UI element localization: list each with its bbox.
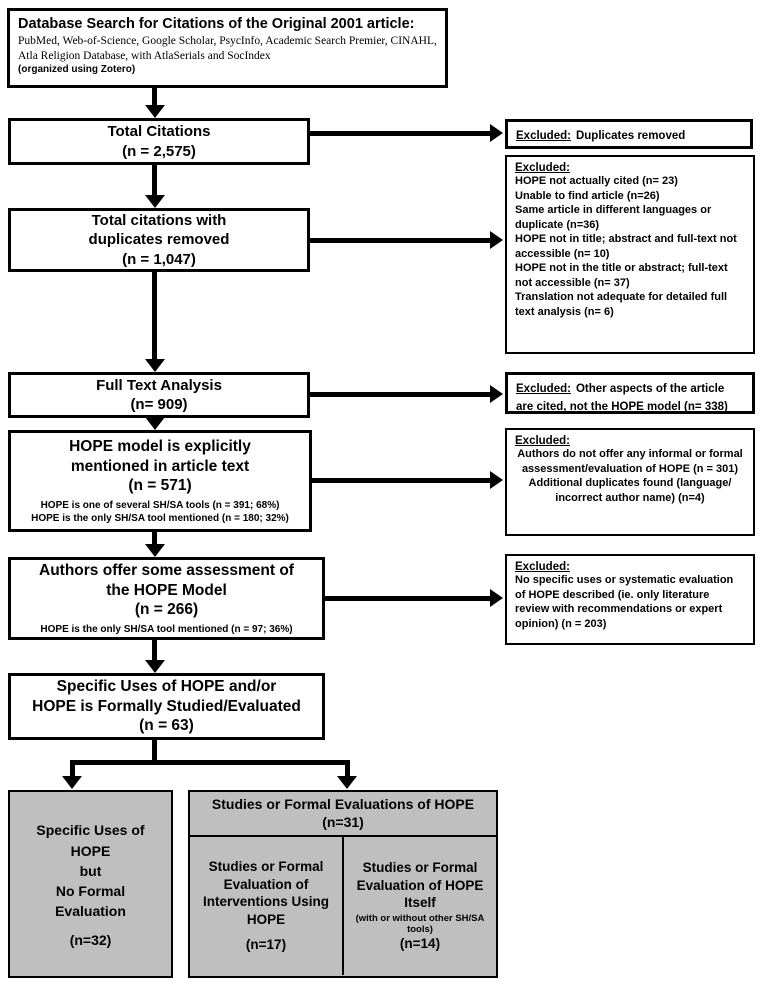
full-text-count: (n= 909): [130, 396, 188, 413]
arrow-excluded-b-head: [490, 231, 503, 249]
excluded-b-item: Unable to find article (n=26): [515, 189, 660, 202]
hope-itself-text: Studies or Formal Evaluation of HOPE Itself: [356, 860, 484, 911]
arrow-hope-assessment-head: [145, 544, 165, 557]
excluded-b-item: HOPE not in title; abstract and full-text not accessible (n= 10): [515, 233, 737, 260]
database-search-box: [7, 8, 448, 88]
full-text-title: Full Text Analysis: [96, 376, 222, 394]
hope-mentioned-line1: HOPE model is explicitly: [69, 438, 251, 456]
excluded-e-text: No specific uses or systematic evaluation of HOPE described (ie. only literature review with recommendations or expert opinion) (n = 203): [515, 574, 734, 630]
excluded-d-item: Additional duplicates found (language/ incorrect author name) (n=4): [528, 477, 732, 504]
excluded-c-text: Other aspects of the article are cited, not the HOPE model (n= 338): [516, 383, 728, 413]
excluded-a-text: Duplicates removed: [575, 130, 686, 142]
studies-evaluations-count: (n=31): [322, 813, 364, 830]
assessment-sub1: HOPE is the only SH/SA tool mentioned (n = 97; 36%): [40, 623, 293, 635]
no-eval-line: Specific Uses of: [36, 822, 145, 839]
arrow-excluded-d-line: [312, 478, 491, 483]
interventions-box: [190, 837, 344, 975]
hope-mentioned-sub2: HOPE is the only SH/SA tool mentioned (n = 180; 32%): [31, 512, 289, 524]
arrow-total-dedup-line: [152, 165, 157, 196]
specific-uses-no-evaluation-box: [8, 790, 173, 978]
excluded-b-label: Excluded:: [515, 162, 570, 174]
arrow-excluded-e-line: [325, 596, 491, 601]
arrow-total-dedup-head: [145, 195, 165, 208]
hope-mentioned-count: (n = 571): [128, 477, 192, 495]
interventions-count: (n=17): [245, 937, 287, 953]
hope-itself-count: (n=14): [399, 936, 441, 952]
arrow-excluded-d-head: [490, 471, 503, 489]
branch-right-line: [345, 760, 350, 777]
specific-uses-line1: Specific Uses of HOPE and/or: [56, 678, 277, 696]
specific-uses-count: (n = 63): [139, 717, 194, 735]
studies-evaluations-header: [190, 792, 496, 837]
duplicates-removed-box: [8, 208, 310, 272]
branch-right-head: [337, 776, 357, 789]
total-citations-count: (n = 2,575): [122, 142, 196, 160]
branch-left-head: [62, 776, 82, 789]
excluded-b-item: Same article in different languages or duplicate (n=36): [515, 204, 712, 231]
no-eval-line: HOPE: [70, 842, 111, 859]
excluded-no-specific-uses-box: [505, 554, 755, 645]
excluded-no-assessment-box: [505, 428, 755, 536]
hope-itself-note: (with or without other SH/SA tools): [355, 912, 485, 936]
duplicates-removed-count: (n = 1,047): [122, 250, 196, 268]
no-eval-line: Evaluation: [55, 903, 126, 920]
no-eval-line: but: [79, 862, 102, 879]
arrow-dedup-fulltext-head: [145, 359, 165, 372]
interventions-text: Studies or Formal Evaluation of Interventions Using HOPE: [202, 859, 329, 927]
hope-mentioned-line2: mentioned in article text: [70, 457, 250, 475]
arrow-excluded-c-line: [310, 392, 491, 397]
arrow-excluded-e-head: [490, 589, 503, 607]
studies-evaluations-row: [190, 837, 496, 975]
database-search-note: (organized using Zotero): [18, 63, 136, 75]
excluded-d-item: Authors do not offer any informal or formal assessment/evaluation of HOPE (n = 301): [517, 448, 743, 475]
excluded-a-label: Excluded:: [516, 130, 571, 142]
arrow-excluded-a-head: [490, 124, 503, 142]
total-citations-title: Total Citations: [107, 123, 211, 140]
specific-uses-line2: HOPE is Formally Studied/Evaluated: [32, 697, 301, 715]
duplicates-removed-line2: duplicates removed: [88, 231, 230, 249]
excluded-e-label: Excluded:: [515, 561, 570, 573]
excluded-d-label: Excluded:: [515, 435, 570, 447]
excluded-duplicates-box: [505, 119, 753, 149]
arrow-excluded-b-line: [310, 238, 491, 243]
assessment-box: [8, 557, 325, 640]
specific-uses-box: [8, 673, 325, 740]
arrow-source-total-line: [152, 88, 157, 106]
hope-mentioned-box: [8, 430, 312, 532]
studies-evaluations-group: [188, 790, 498, 978]
excluded-screening-box: [505, 155, 755, 354]
branch-horizontal-bar: [70, 760, 350, 765]
duplicates-removed-line1: Total citations with: [91, 211, 227, 229]
arrow-fulltext-hope-head: [145, 417, 165, 430]
studies-evaluations-title: Studies or Formal Evaluations of HOPE: [211, 796, 475, 812]
arrow-excluded-a-line: [310, 131, 491, 136]
excluded-other-aspects-box: [505, 372, 755, 414]
hope-itself-box: [344, 837, 496, 975]
excluded-b-item: Translation not adequate for detailed full text analysis (n= 6): [515, 291, 728, 318]
excluded-c-label: Excluded:: [516, 383, 571, 395]
full-text-analysis-box: [8, 372, 310, 418]
no-eval-line: No Formal: [55, 883, 126, 900]
arrow-excluded-c-head: [490, 385, 503, 403]
assessment-line1: Authors offer some assessment of: [39, 562, 294, 580]
database-search-title: Database Search for Citations of the Original 2001 article:: [18, 16, 415, 32]
excluded-b-item: HOPE not in the title or abstract; full-text not accessible (n= 37): [515, 262, 728, 289]
hope-mentioned-sub1: HOPE is one of several SH/SA tools (n = 391; 68%): [40, 499, 280, 511]
total-citations-box: [8, 118, 310, 165]
database-search-list: PubMed, Web-of-Science, Google Scholar, PsycInfo, Academic Search Premier, CINAHL, Atla Religion Database, with AtlaSerials and SocIndex: [18, 35, 437, 62]
no-eval-count: (n=32): [69, 931, 112, 948]
excluded-b-item: HOPE not actually cited (n= 23): [515, 175, 678, 187]
branch-left-line: [70, 760, 75, 777]
assessment-line2: the HOPE Model: [106, 581, 227, 599]
arrow-dedup-fulltext-line: [152, 272, 157, 360]
assessment-count: (n = 266): [134, 601, 199, 619]
arrow-source-total-head: [145, 105, 165, 118]
arrow-assessment-specific-line: [152, 640, 157, 661]
arrow-assessment-specific-head: [145, 660, 165, 673]
